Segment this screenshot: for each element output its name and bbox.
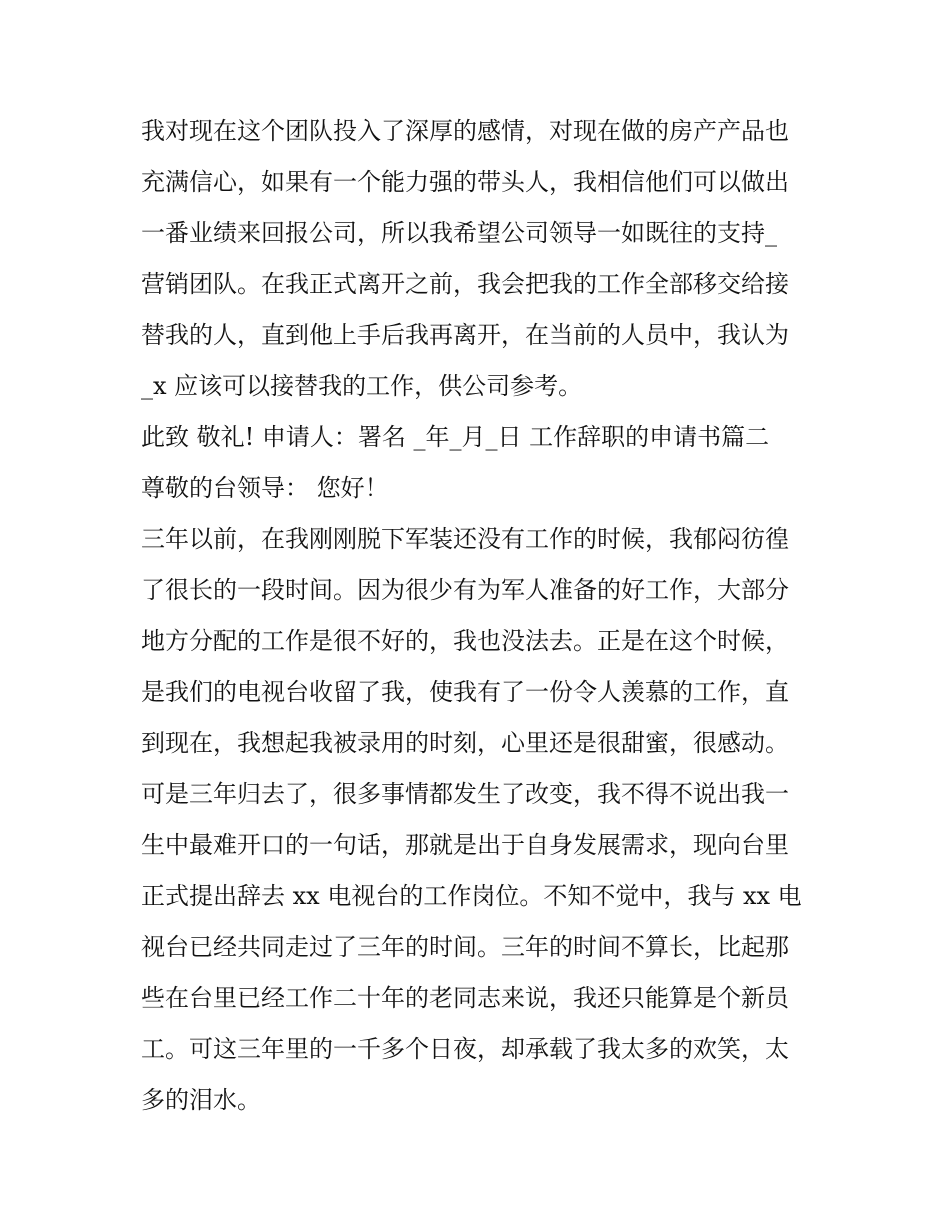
text-line-16: 正式提出辞去 xx 电视台的工作岗位。不知不觉中，我与 xx 电 <box>141 882 802 910</box>
text-line-6: _x 应该可以接替我的工作，供公司参考。 <box>141 372 583 400</box>
text-line-2: 充满信心，如果有一个能力强的带头人，我相信他们可以做出 <box>141 168 789 196</box>
text-line-5: 替我的人，直到他上手后我再离开，在当前的人员中，我认为 <box>141 321 789 349</box>
text-line-11: 地方分配的工作是很不好的，我也没法去。正是在这个时候， <box>141 627 789 655</box>
text-line-19: 工。可这三年里的一千多个日夜，却承载了我太多的欢笑，太 <box>141 1035 789 1063</box>
text-line-18: 些在台里已经工作二十年的老同志来说，我还只能算是个新员 <box>141 984 789 1012</box>
text-line-17: 视台已经共同走过了三年的时间。三年的时间不算长，比起那 <box>141 933 789 961</box>
text-line-14: 可是三年归去了，很多事情都发生了改变，我不得不说出我一 <box>141 780 789 808</box>
text-line-1: 我对现在这个团队投入了深厚的感情，对现在做的房产产品也 <box>141 117 789 145</box>
body-text <box>141 106 821 1126</box>
text-line-20: 多的泪水。 <box>141 1086 261 1114</box>
text-line-13: 到现在，我想起我被录用的时刻，心里还是很甜蜜，很感动。 <box>141 729 789 757</box>
text-line-7: 此致 敬礼! 申请人：署名 _年_月_日 工作辞职的申请书篇二 <box>141 423 770 451</box>
text-line-3: 一番业绩来回报公司，所以我希望公司领导一如既往的支持_ <box>141 219 777 247</box>
text-line-4: 营销团队。在我正式离开之前，我会把我的工作全部移交给接 <box>141 270 789 298</box>
text-line-8: 尊敬的台领导： 您好！ <box>141 474 389 502</box>
text-line-12: 是我们的电视台收留了我，使我有了一份令人羡慕的工作，直 <box>141 678 789 706</box>
text-line-10: 了很长的一段时间。因为很少有为军人准备的好工作，大部分 <box>141 576 789 604</box>
text-line-9: 三年以前，在我刚刚脱下军装还没有工作的时候，我郁闷彷徨 <box>141 525 789 553</box>
text-line-15: 生中最难开口的一句话，那就是出于自身发展需求，现向台里 <box>141 831 789 859</box>
